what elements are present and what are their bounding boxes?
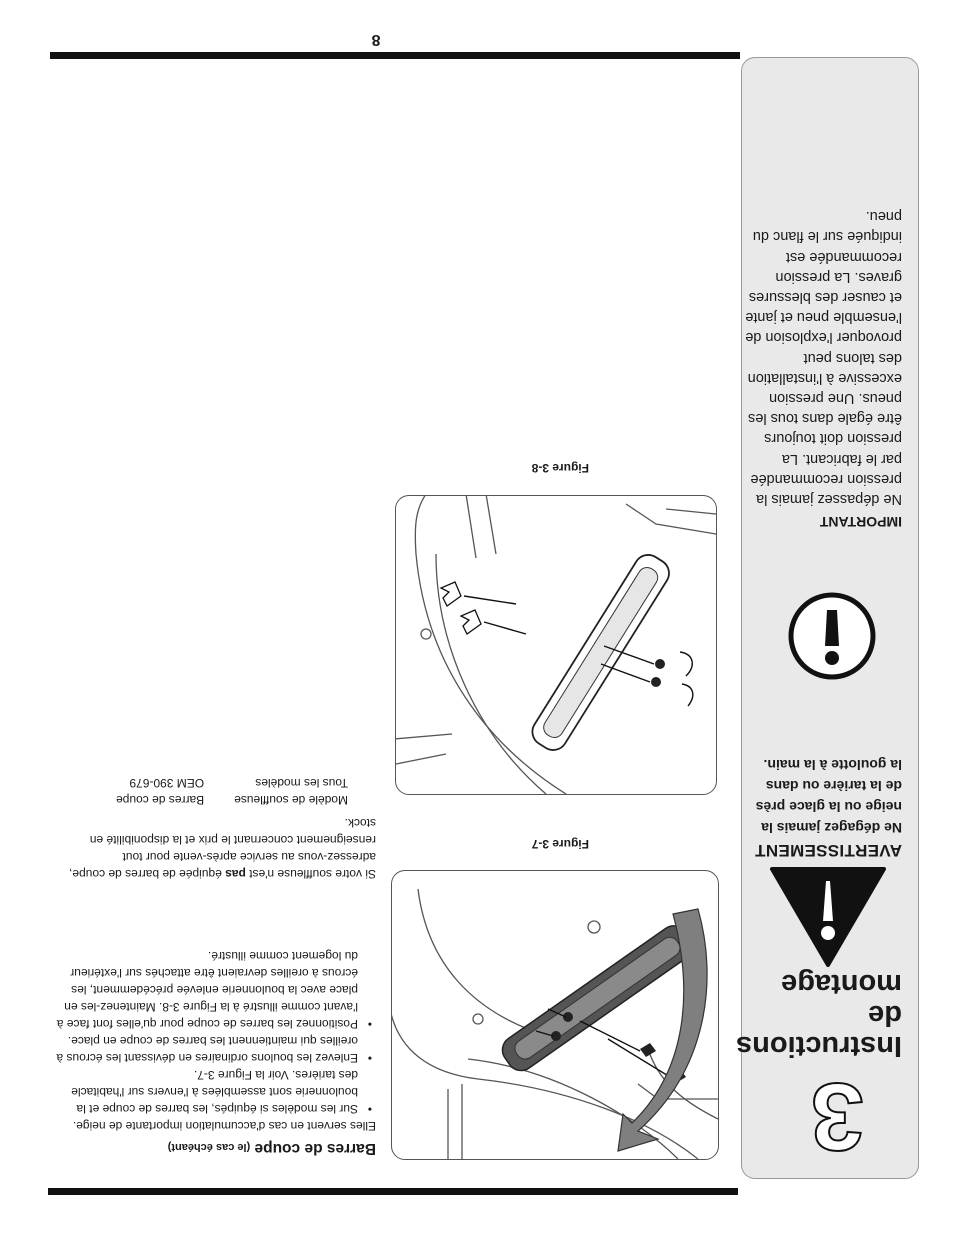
important-text: Ne dépassez jamais la pression recommandée par le fabricant. La pression doit toujours être égale dans tous les pneus. Une pression excessive à l'installation des talons peut provoquer l'explosion de l'ensemble pneu et jante et causer des blessures graves. La pression recommandée est indiquée sur le flanc du pneu. xyxy=(745,208,902,507)
section-intro: Elles servent en cas d'accumulation importante de neige. xyxy=(72,1119,376,1133)
parts-table xyxy=(86,774,348,808)
bottom-rule xyxy=(50,52,740,59)
table-cell: Tous les modèles xyxy=(255,776,348,790)
note-pre: Si votre souffleuse n'est xyxy=(245,867,376,881)
note-post: équipée de barres de coupe, adressez-vous au service après-vente pour tout renseignement concernant le prix et la disponibilité en stock. xyxy=(69,816,376,881)
instruction-list xyxy=(56,947,376,1117)
warning-text: Ne dégagez jamais la neige ou la glace près de la tarière ou dans la goulotte à la main. xyxy=(755,757,902,836)
figure-3-7 xyxy=(391,870,719,1160)
section-title-text: Barres de coupe xyxy=(254,1140,376,1157)
chapter-title: Instructions de montage xyxy=(736,968,902,1062)
list-item: • Sur les modèles si équipés, les barres de coupe et la boulonnerie sont assemblées à l'envers sur l'habitacle des tarières. Voir la Figure 3-7. xyxy=(56,1066,376,1117)
table-row xyxy=(86,774,348,791)
figure-caption: Figure 3-7 xyxy=(531,837,589,851)
top-rule xyxy=(48,1188,738,1195)
list-item: • Enlevez les boulons ordinaires en dévissant les écrous à oreilles qui maintiennent les barres de coupe en place. xyxy=(56,1032,376,1066)
page-number: 8 xyxy=(371,31,381,48)
chapter-number: 3 xyxy=(810,1063,864,1170)
note-bold: pas xyxy=(225,867,246,881)
table-cell: OEM 390-679 xyxy=(129,776,205,790)
shave-plate-forward-illustration xyxy=(395,495,716,794)
figure-3-8 xyxy=(395,495,717,795)
shave-plate-reversed-illustration xyxy=(391,870,718,1159)
warning-title: AVERTISSEMENT xyxy=(754,841,902,860)
warning-triangle-icon xyxy=(768,864,888,969)
list-item: • Positionnez les barres de coupe pour qu'elles font face à l'avant comme illustré à la Figure 3-8. Maintenez-les en place avec la boulonnerie enlevée précédemment, les écrous à oreilles devraient être attachés sur l'extérieur du logement comme illustré. xyxy=(56,947,376,1032)
table-header: Barres de coupe xyxy=(116,793,205,807)
availability-note xyxy=(58,814,376,882)
figure-caption: Figure 3-8 xyxy=(531,461,589,475)
section-title xyxy=(168,1139,376,1157)
info-circle-icon xyxy=(786,590,878,682)
section-title-suffix: (le cas échéant) xyxy=(167,1141,251,1153)
important-title: IMPORTANT xyxy=(819,514,902,530)
table-header: Modèle de souffleuse xyxy=(234,793,348,807)
table-header-row xyxy=(86,791,348,808)
